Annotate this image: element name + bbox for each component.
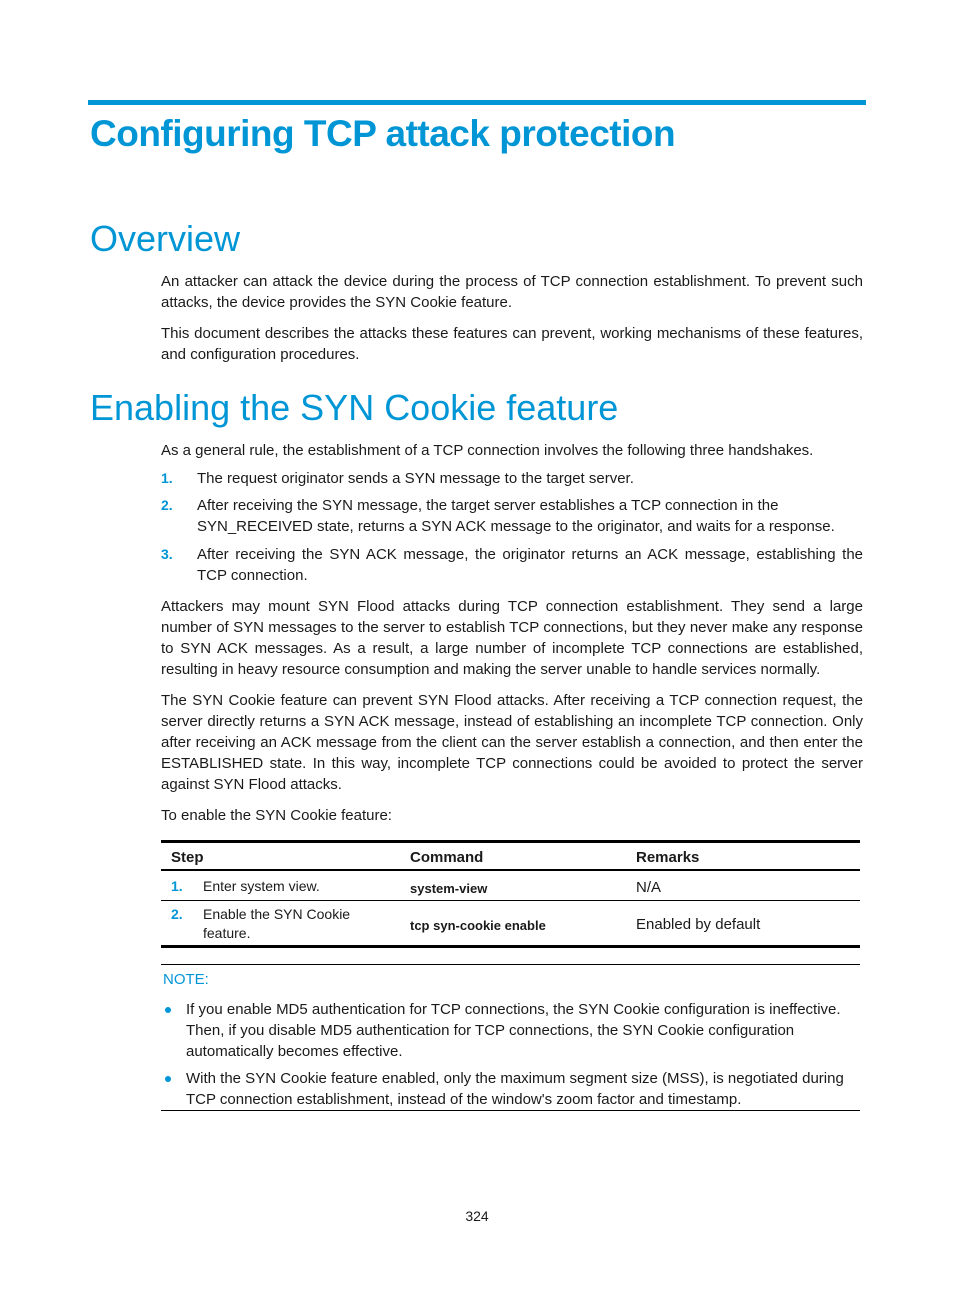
step-number: 2.	[161, 497, 173, 513]
row-step: Enter system view.	[203, 878, 320, 894]
overview-heading: Overview	[90, 218, 241, 259]
bullet-icon	[165, 1007, 171, 1013]
enable-intro: To enable the SYN Cookie feature:	[161, 807, 392, 824]
syn-cookie-heading: Enabling the SYN Cookie feature	[90, 387, 619, 428]
syn-cookie-paragraph: The SYN Cookie feature can prevent SYN Flood attacks. After receiving a TCP connection request, the server directly returns a SYN ACK message, instead of establishing an incomplete TCP connection. Only after receiving an ACK message from the client can the server establish a connection, and then enter the ESTABLISHED state. In this way, incomplete TCP connections could be avoided to protect the server against SYN Flood attacks.	[161, 692, 863, 793]
bullet-icon	[165, 1076, 171, 1082]
table-header-rule	[161, 869, 860, 871]
step-text: After receiving the SYN ACK message, the originator returns an ACK message, establishing the TCP connection.	[197, 546, 863, 584]
handshake-step-3	[161, 544, 863, 586]
table-header-step: Step	[171, 849, 204, 866]
syn-flood-paragraph: Attackers may mount SYN Flood attacks during TCP connection establishment. They send a large number of SYN messages to the server to establish TCP connections, but they never make any response to SYN ACK messages. As a result, a large number of incomplete TCP connections are established, resulting in heavy resource consumption and making the server unable to handle services normally.	[161, 598, 863, 678]
overview-paragraph-1: An attacker can attack the device during the process of TCP connection establishment. To prevent such attacks, the device provides the SYN Cookie feature.	[161, 273, 863, 311]
table-row-rule	[161, 900, 860, 901]
row-command: system-view	[410, 881, 488, 896]
chapter-title: Configuring TCP attack protection	[90, 113, 676, 154]
row-remarks: N/A	[636, 879, 662, 896]
note-bullet-text: If you enable MD5 authentication for TCP connections, the SYN Cookie configuration is ineffective. Then, if you disable MD5 authentication for TCP connections, the SYN Cookie configuration automatically becomes effective.	[186, 1001, 841, 1060]
note-bullet-1	[161, 999, 863, 1062]
note-bullet-text: With the SYN Cookie feature enabled, only the maximum segment size (MSS), is negotiated during TCP connection establishment, instead of the window's zoom factor and timestamp.	[186, 1070, 844, 1108]
row-number: 2.	[171, 906, 183, 922]
note-label: NOTE:	[163, 971, 209, 988]
row-command: tcp syn-cookie enable	[410, 918, 546, 933]
row-step: Enable the SYN Cookie feature.	[203, 906, 351, 941]
step-text: After receiving the SYN message, the target server establishes a TCP connection in the SYN_RECEIVED state, returns a SYN ACK message to the originator, and waits for a response.	[197, 497, 835, 535]
step-text: The request originator sends a SYN message to the target server.	[197, 470, 634, 487]
row-number: 1.	[171, 878, 183, 894]
page-number: 324	[465, 1208, 489, 1224]
overview-paragraph-2: This document describes the attacks these features can prevent, working mechanisms of these features, and configuration procedures.	[161, 325, 863, 363]
table-bottom-rule	[161, 945, 860, 948]
handshake-step-2	[161, 495, 863, 537]
table-header-command: Command	[410, 849, 484, 866]
handshake-step-1	[161, 468, 863, 489]
chapter-rule	[88, 100, 866, 105]
step-number: 1.	[161, 470, 173, 486]
handshake-intro: As a general rule, the establishment of a TCP connection involves the following three handshakes.	[161, 442, 814, 459]
table-header-remarks: Remarks	[636, 849, 700, 866]
step-number: 3.	[161, 546, 173, 562]
table-top-rule	[161, 840, 860, 843]
note-top-rule	[161, 964, 860, 965]
note-bullet-2	[161, 1068, 863, 1110]
note-bottom-rule	[161, 1110, 860, 1111]
row-remarks: Enabled by default	[636, 916, 761, 933]
